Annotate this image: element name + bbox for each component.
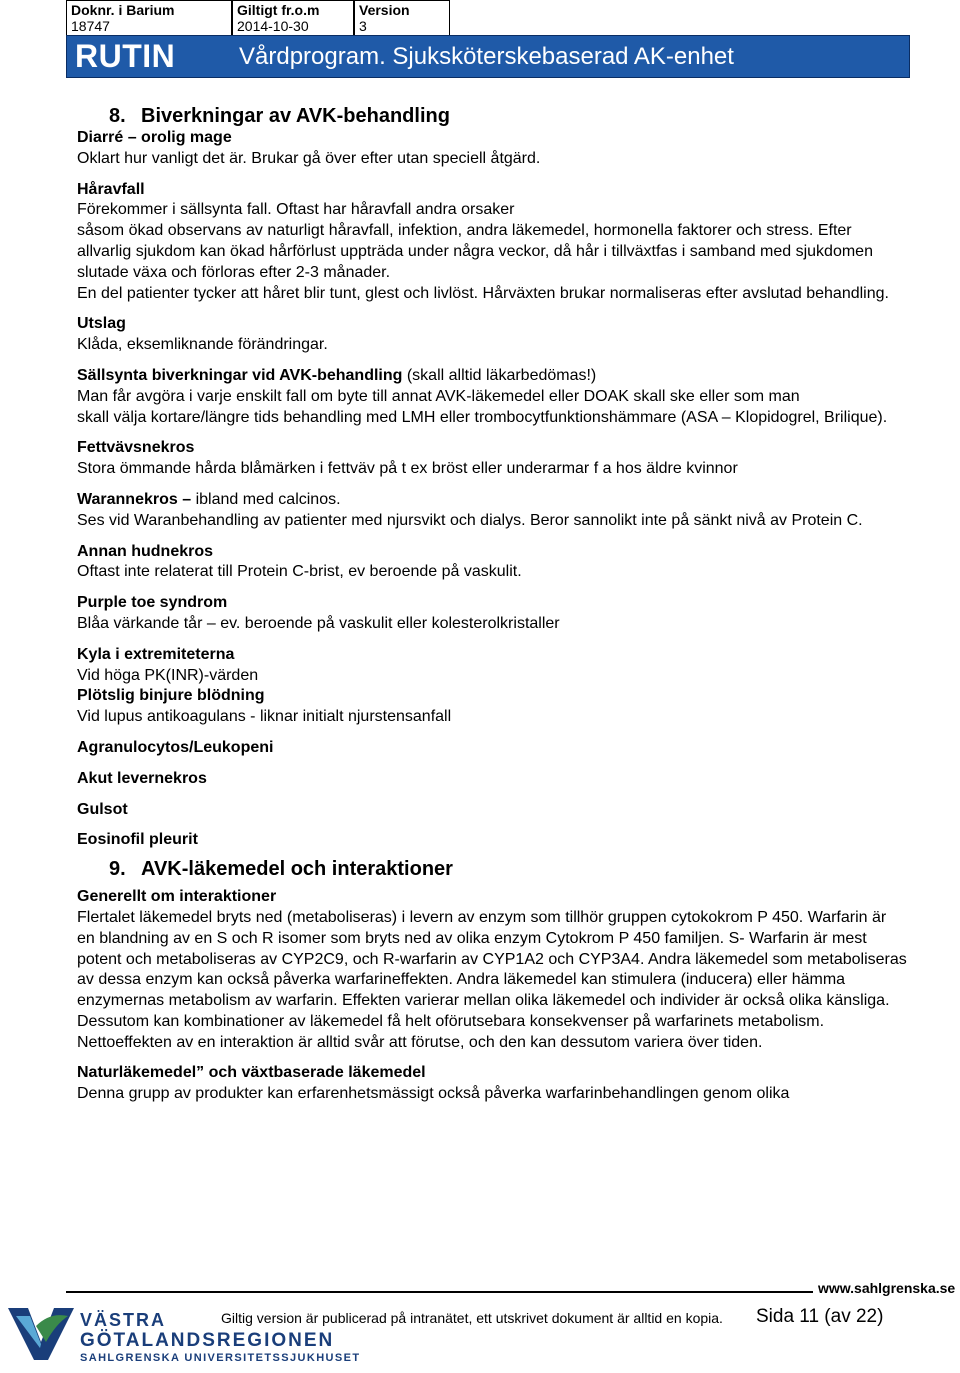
utslag-heading: Utslag [77,315,126,333]
footer-validity-note: Giltig version är publicerad på intranätet, ett utskrivet dokument är alltid en kopia. [221,1310,723,1326]
interaktioner-heading: Generellt om interaktioner [77,888,277,906]
document-body [77,104,907,1105]
footer-org-line1: VÄSTRA [80,1310,167,1330]
warannekros-heading-tail: ibland med calcinos. [195,490,341,508]
levernekros-heading: Akut levernekros [77,769,207,787]
naturlakemedel-heading: Naturläkemedel” och växtbaserade läkemedel [77,1064,426,1082]
section-9-number: 9. [109,858,126,881]
footer-rule [66,1291,813,1293]
kyla-text: Vid höga PK(INR)-värden [77,666,259,684]
valid-from-label: Giltigt fr.o.m [237,2,320,18]
fettvavsnekros-heading: Fettvävsnekros [77,439,195,457]
header-meta-row [66,0,910,35]
rutin-label: RUTIN [75,38,176,74]
section-8-number: 8. [109,105,126,127]
interaktioner-text-2: Nettoeffekten av en interaktion är alltid svår att förutse, och den kan dessutom variera över tiden. [77,1033,763,1051]
section-9-heading [77,857,907,881]
binjure-heading: Plötslig binjure blödning [77,687,265,705]
agranulocytos-heading: Agranulocytos/Leukopeni [77,738,274,756]
section-8-title: Biverkningar av AVK-behandling [141,105,450,127]
warannekros-heading [77,490,907,511]
purple-toe-text: Blåa värkande tår – ev. beroende på vaskulit eller kolesterolkristaller [77,614,560,632]
sallsynta-text-2: skall välja kortare/längre tids behandling med LMH eller trombocytfunktionshämmare (ASA – Klopidogrel, Brilique). [77,408,888,426]
gulsot-heading: Gulsot [77,800,128,818]
program-title: Vårdprogram. Sjuksköterskebaserad AK-enhet [239,42,734,70]
haravfall-text-3: En del patienter tycker att håret blir tunt, glest och livlöst. Hårväxten brukar normaliseras efter avslutad behandling. [77,284,889,302]
warannekros-heading-bold: Warannekros [77,490,178,508]
warannekros-dash: – [177,490,196,508]
footer-org-line2: GÖTALANDSREGIONEN [80,1330,335,1351]
eosinofil-heading: Eosinofil pleurit [77,831,198,849]
footer-website-link[interactable]: www.sahlgrenska.se [818,1280,956,1296]
header-title-band [66,35,910,78]
version-value: 3 [359,18,367,34]
warannekros-text: Ses vid Waranbehandling av patienter med njursvikt och dialys. Beror sannolikt inte på sänkt nivå av Protein C. [77,511,863,529]
sallsynta-text-1: Man får avgöra i varje enskilt fall om byte till annat AVK-läkemedel eller DOAK skall ske eller som man [77,387,800,405]
section-9-title: AVK-läkemedel och interaktioner [141,858,453,881]
interaktioner-text: Flertalet läkemedel bryts ned (metaboliseras) i levern av enzym som tillhör gruppen cytokokrom P 450. Warfarin är en blandning av en S och R isomer som bryts ned av olika enzym Cytokrom P 450 familjen. S- Warfarin är mest potent och metaboliseras av CYP2C9, och R-warfarin av CYP1A2 och CYP3A4. Andra läkemedel som metaboliseras av dessa enzym kan också påverka warfarineffekten. Andra läkemedel kan stimulera (inducera) eller hämma enzymernas metabolism av warfarin. Effekten varierar mellan olika läkemedel och individer är också olika känsliga. Dessutom kan kombinationer av läkemedel få helt oförutsebara konsekvenser på warfarinets metabolism. [77,908,907,1030]
sallsynta-heading-note: (skall alltid läkarbedömas!) [402,366,597,384]
naturlakemedel-text: Denna grupp av produkter kan erfarenhetsmässigt också påverka warfarinbehandlingen genom olika [77,1085,790,1103]
haravfall-heading: Håravfall [77,180,145,198]
footer-org-line3: SAHLGRENSKA UNIVERSITETSSJUKHUSET [80,1352,361,1364]
hudnekros-text: Oftast inte relaterat till Protein C-brist, ev beroende på vaskulit. [77,563,522,581]
version-cell [354,0,450,35]
hudnekros-heading: Annan hudnekros [77,542,214,560]
haravfall-text-2: såsom ökad observans av naturligt håravfall, infektion, andra läkemedel, hormonella faktorer och stress. Efter allvarlig sjukdom kan ökad hårförlust uppträda under några veckor, då hår i tillväxtfas i samband med sjukdomen slutade växa och förloras efter 2-3 månader. [77,222,873,281]
fettvavsnekros-text: Stora ömmande hårda blåmärken i fettväv på t ex bröst eller underarmar f a hos äldre kvinnor [77,460,738,478]
section-8-heading [77,104,907,128]
doc-number-cell [66,0,232,35]
version-label: Version [359,2,410,18]
utslag-text: Klåda, eksemliknande förändringar. [77,336,328,354]
sallsynta-heading [77,366,907,387]
binjure-text: Vid lupus antikoagulans - liknar initialt njurstensanfall [77,708,452,726]
valid-from-value: 2014-10-30 [237,18,309,34]
doc-number-value: 18747 [71,18,110,34]
haravfall-text-1: Förekommer i sällsynta fall. Oftast har håravfall andra orsaker [77,201,515,219]
diarre-text: Oklart hur vanligt det är. Brukar gå över efter utan speciell åtgärd. [77,149,541,167]
sallsynta-heading-bold: Sällsynta biverkningar vid AVK-behandling [77,366,403,384]
doc-number-label: Doknr. i Barium [71,2,175,18]
valid-from-cell [232,0,354,35]
document-header [66,0,910,78]
diarre-heading: Diarré – orolig mage [77,129,232,146]
purple-toe-heading: Purple toe syndrom [77,594,228,612]
page-number: Sida 11 (av 22) [756,1306,884,1327]
vgr-logo-icon [6,1302,76,1362]
kyla-heading: Kyla i extremiteterna [77,645,235,663]
